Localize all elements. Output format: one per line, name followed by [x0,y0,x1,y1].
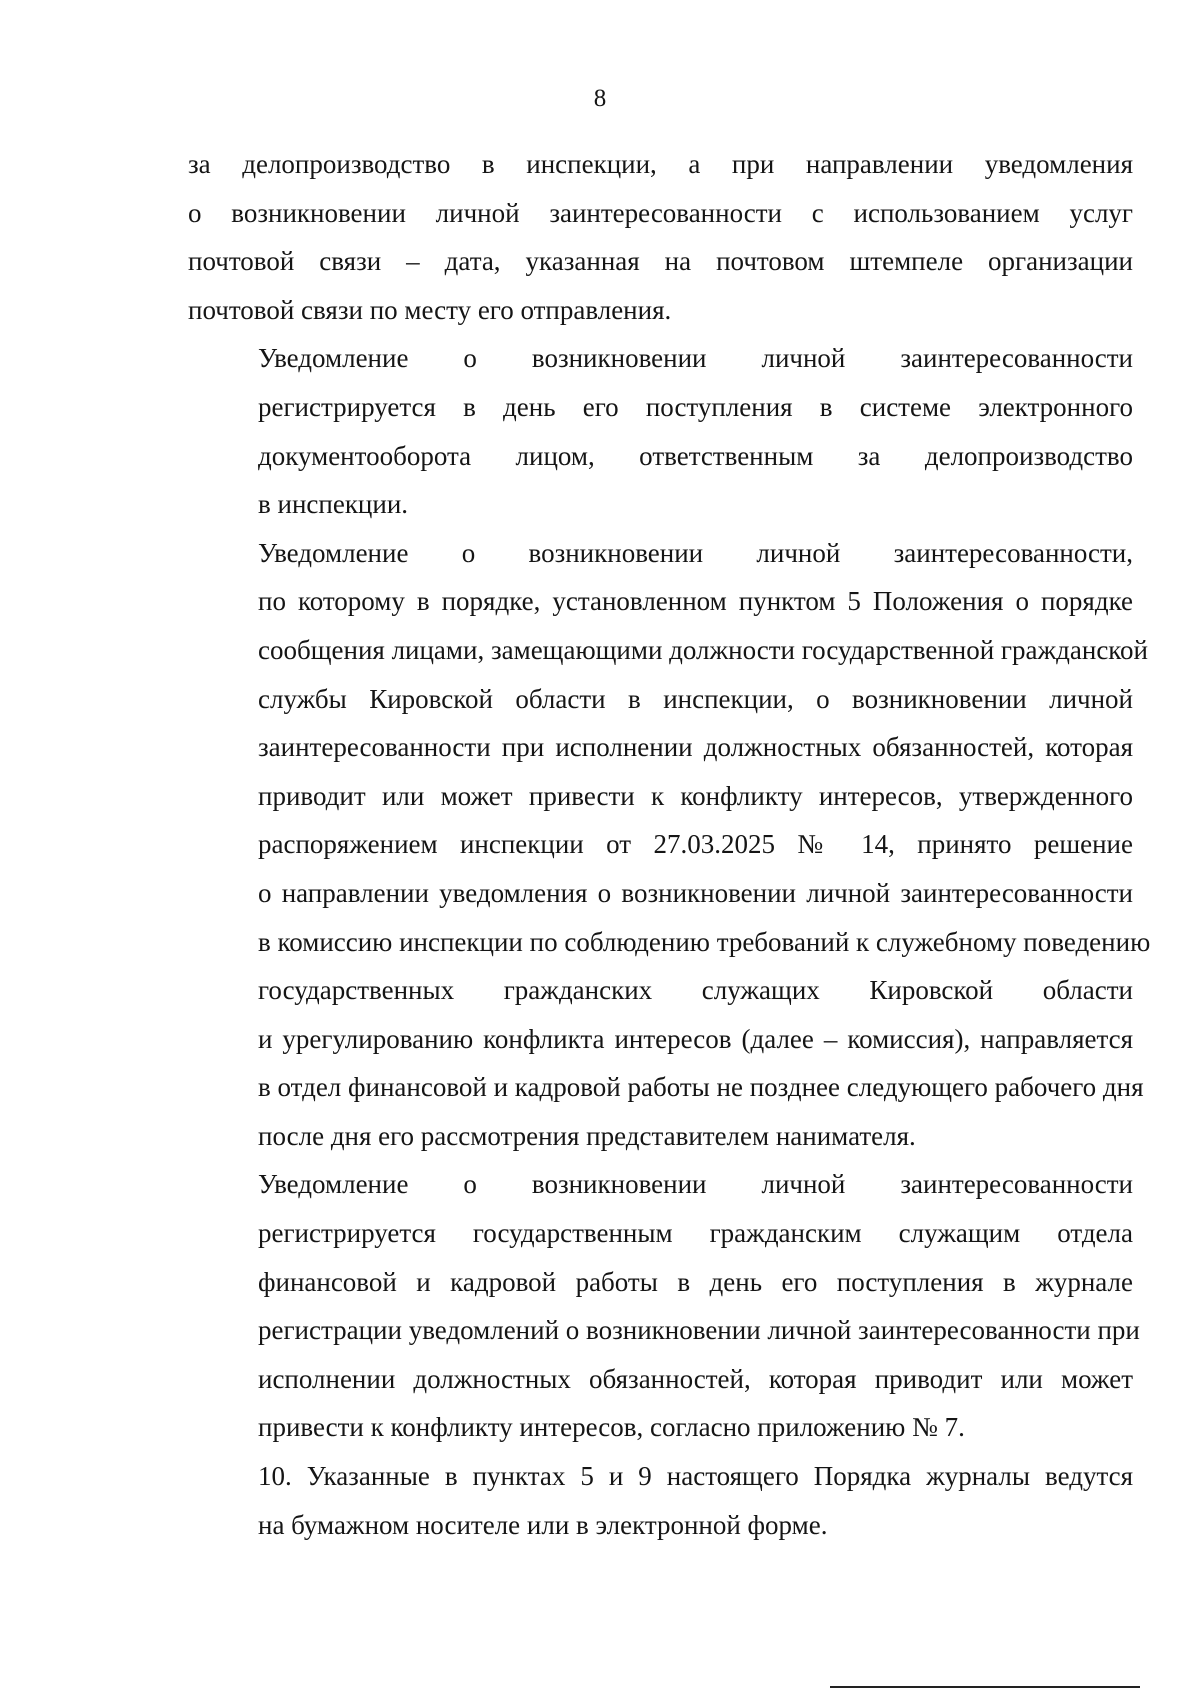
text-line: службы Кировской области в инспекции, о возникновении личной [258,683,1133,714]
text-line: о направлении уведомления о возникновении личной заинтересованности [258,877,1133,908]
page-number: 8 [593,85,607,112]
paragraph [188,1452,1133,1549]
paragraph [188,529,1151,1161]
paragraph [188,334,1133,528]
text-line: после дня его рассмотрения представителем нанимателя. [258,1120,916,1151]
text-line: регистрации уведомлений о возникновении личной заинтересованности при [258,1315,1140,1346]
text-line: за делопроизводство в инспекции, а при направлении уведомления [188,149,1133,179]
text-line: государственных гражданских служащих Кировской области [258,975,1133,1006]
text-line: Уведомление о возникновении личной заинтересованности, [258,537,1133,568]
text-line: исполнении должностных обязанностей, которая приводит или может [258,1363,1133,1394]
text-line: почтовой связи – дата, указанная на почтовом штемпеле организации [188,246,1133,277]
text-line: по которому в порядке, установленном пунктом 5 Положения о порядке [258,586,1133,617]
text-line: на бумажном носителе или в электронной форме. [258,1509,828,1540]
text-line: регистрируется государственным гражданским служащим отдела [258,1218,1133,1249]
text-line: финансовой и кадровой работы в день его поступления в журнале [258,1266,1133,1297]
text-line: и урегулированию конфликта интересов (далее – комиссия), направляется [258,1023,1133,1054]
text-line: в комиссию инспекции по соблюдению требований к служебному поведению [258,926,1151,957]
text-line: почтовой связи по месту его отправления. [188,294,672,325]
paragraph [188,1160,1140,1452]
text-line: Уведомление о возникновении личной заинтересованности [258,343,1133,374]
text-line: о возникновении личной заинтересованности с использованием услуг [188,197,1133,228]
text-line: заинтересованности при исполнении должностных обязанностей, которая [258,732,1133,763]
text-line: Уведомление о возникновении личной заинтересованности [258,1169,1133,1200]
text-line: приводит или может привести к конфликту интересов, утвержденного [258,780,1133,811]
text-line: регистрируется в день его поступления в системе электронного [258,391,1133,422]
paragraph [188,140,1133,334]
text-line: в отдел финансовой и кадровой работы не позднее следующего рабочего дня [258,1072,1144,1103]
text-line: документооборота лицом, ответственным за делопроизводство [258,440,1133,471]
document-body [188,140,1151,1549]
text-line: привести к конфликту интересов, согласно приложению № 7. [258,1412,965,1443]
text-line: в инспекции. [258,489,409,520]
footer-rule [830,1686,1140,1688]
text-line: распоряжением инспекции от 27.03.2025 № 14, принято решение [258,829,1133,860]
text-line: сообщения лицами, замещающими должности государственной гражданской [258,634,1148,665]
text-line: 10. Указанные в пунктах 5 и 9 настоящего Порядка журналы ведутся [258,1461,1133,1492]
